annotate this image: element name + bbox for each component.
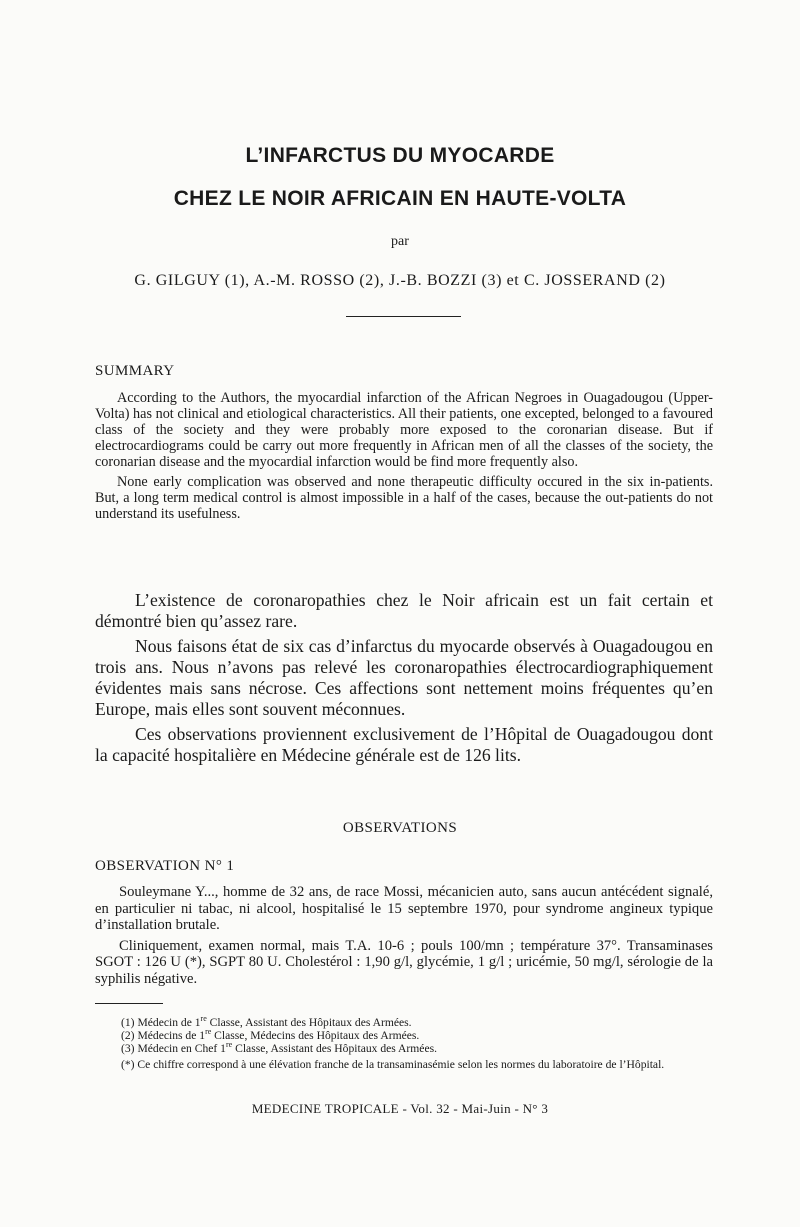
summary-paragraph: None early complication was observed and none therapeutic difficulty occured in the six in-patients. But, a long term medical control is almost impossible in a half of the cases, because the out-patients do not understand its usefulness. — [95, 474, 713, 522]
summary-body — [95, 390, 713, 526]
article-title-line2: CHEZ LE NOIR AFRICAIN EN HAUTE-VOLTA — [173, 187, 627, 210]
footnote-asterisk: (*) Ce chiffre correspond à une élévation franche de la transaminasémie selon les normes du laboratoire de l’Hôpital. — [121, 1058, 665, 1071]
observation-paragraph: Souleymane Y..., homme de 32 ans, de race Mossi, mécanicien auto, sans aucun antécédent signalé, en particulier ni tabac, ni alcool, hospitalisé le 15 septembre 1970, pour syndrome angineux typique d’installation brutale. — [95, 884, 713, 933]
observations-heading: OBSERVATIONS — [342, 820, 458, 836]
summary-heading: SUMMARY — [95, 363, 175, 379]
byline-par: par — [391, 234, 409, 249]
author-list: G. GILGUY (1), A.-M. ROSSO (2), J.-B. BOZZI (3) et C. JOSSERAND (2) — [134, 272, 666, 289]
summary-paragraph: According to the Authors, the myocardial infarction of the African Negroes in Ouagadougou (Upper-Volta) has not clinical and etiological characteristics. All their patients, one excepted, belonged to a favoured class of the society and they were probably more exposed to the coronarian disease. But if electrocardiograms could be carry out more frequently in African men of all the classes of the society, the coronarian disease and the myocardial infarction would be find more frequently also. — [95, 390, 713, 470]
footnote-1: (1) Médecin de 1re Classe, Assistant des Hôpitaux des Armées. — [121, 1014, 412, 1029]
title-divider — [346, 316, 461, 317]
intro-paragraph: Nous faisons état de six cas d’infarctus du myocarde observés à Ouagadougou en trois ans. Nous n’avons pas relevé les coronaropathies électrocardiographiquement évidentes mais sans nécrose. Ces affections sont nettement moins fréquentes qu’en Europe, mais elles sont souvent méconnues. — [95, 636, 713, 719]
introduction — [95, 590, 713, 770]
observation-paragraph: Cliniquement, examen normal, mais T.A. 10-6 ; pouls 100/mn ; température 37°. Transaminases SGOT : 126 U (*), SGPT 80 U. Cholestérol : 1,90 g/l, glycémie, 1 g/l ; uricémie, 50 mg/l, sérologie de la syphilis négative. — [95, 937, 713, 987]
observation1-body — [95, 884, 713, 991]
article-title-line1: L’INFARCTUS DU MYOCARDE — [245, 144, 555, 167]
footnote-2: (2) Médecins de 1re Classe, Médecins des Hôpitaux des Armées. — [121, 1027, 420, 1042]
footnote-divider — [95, 1003, 163, 1004]
intro-paragraph: Ces observations proviennent exclusivement de l’Hôpital de Ouagadougou dont la capacité hospitalière en Médecine générale est de 126 lits. — [95, 724, 713, 765]
footnote-3: (3) Médecin en Chef 1re Classe, Assistant des Hôpitaux des Armées. — [121, 1040, 438, 1055]
intro-paragraph: L’existence de coronaropathies chez le Noir africain est un fait certain et démontré bien qu’assez rare. — [95, 590, 713, 631]
observation1-heading: OBSERVATION N° 1 — [95, 858, 235, 874]
journal-footer: MEDECINE TROPICALE - Vol. 32 - Mai-Juin - N° 3 — [251, 1101, 549, 1116]
footnotes — [95, 1016, 713, 1071]
